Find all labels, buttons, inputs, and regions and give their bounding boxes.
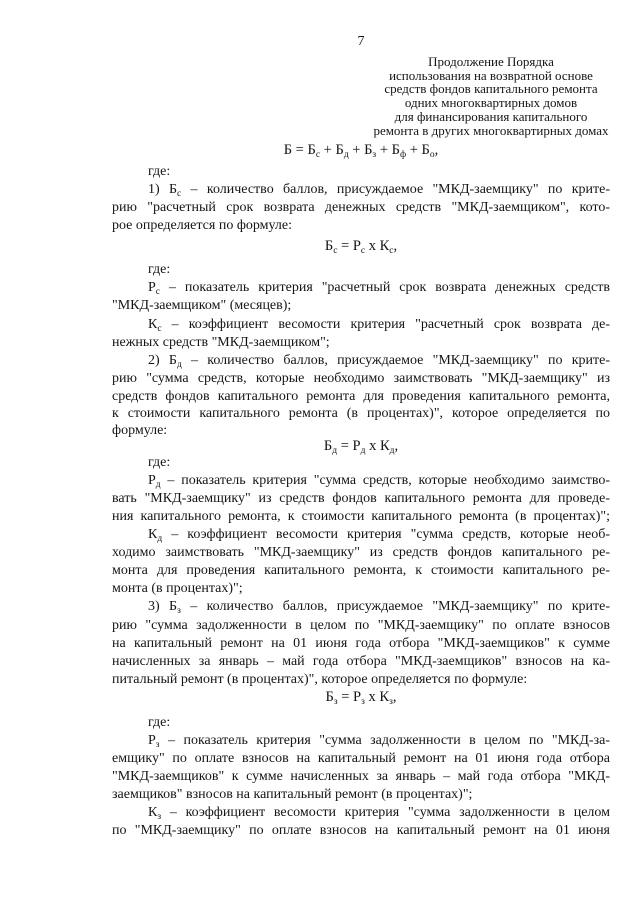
text-run: – показатель критерия "сумма средств, которые необходимо заимство- [160, 473, 610, 488]
text-run: + Б [320, 142, 344, 158]
text-run: Р [148, 280, 156, 295]
text-run: х К [364, 689, 390, 705]
subscript: д [360, 446, 366, 456]
text-run: "МКД-заемщиком" (месяцев); [112, 298, 292, 313]
text-run: монта (в процентах)"; [112, 581, 243, 596]
text-run: , [434, 142, 439, 158]
formula-b-s [112, 237, 610, 255]
text-run: – количество баллов, присуждаемое "МКД-заемщику" по крите- [181, 182, 610, 197]
text-run: Р [148, 473, 156, 488]
text-line [112, 370, 610, 388]
text-line [148, 732, 610, 750]
text-run: где: [148, 262, 171, 277]
header-line: Продолжение Порядка [428, 54, 554, 69]
text-line [148, 454, 610, 472]
text-run: рое определяется по формуле: [112, 218, 293, 233]
text-run: "МКД-заемщиков" к сумме начисленных за январь – май года отбора "МКД- [112, 769, 610, 784]
subscript: с [157, 324, 162, 334]
formula-b-d [112, 437, 610, 455]
text-line [112, 508, 610, 526]
text-run: + Б [376, 142, 400, 158]
subscript: д [343, 150, 349, 160]
text-run: – показатель критерия "сумма задолженности в целом по "МКД-за- [159, 733, 610, 748]
subscript: д [157, 534, 163, 544]
text-run: начисленных за январь – май года отбора "МКД-заемщиков" взносов на ка- [112, 654, 610, 669]
subscript: о [429, 150, 435, 160]
header-line: одних многоквартирных домов [404, 95, 578, 111]
text-line [112, 653, 610, 671]
header-line: использования на возвратной основе [389, 67, 593, 83]
text-line [112, 580, 610, 598]
text-run: – коэффициент весомости критерия "сумма средств, которые необ- [162, 527, 610, 542]
text-line [148, 279, 610, 297]
subscript: з [389, 697, 393, 707]
header-line: ремонта в других многоквартирных домах [373, 122, 609, 138]
text-run: – показатель критерия "расчетный срок возврата денежных средств [160, 280, 610, 295]
text-run: – количество баллов, присуждаемое "МКД-заемщику" по крите- [180, 599, 611, 614]
text-run: , [392, 689, 397, 705]
text-line [148, 804, 610, 822]
subscript: д [389, 446, 395, 456]
text-run: 1) Б [148, 182, 178, 197]
subscript: д [176, 360, 182, 370]
subscript: з [177, 606, 181, 616]
text-run: где: [148, 164, 171, 179]
text-run: К [148, 527, 158, 542]
subscript: с [177, 189, 182, 199]
text-run: емщику" по оплате взносов на капитальный ремонт на 01 июня года отбора [112, 751, 610, 766]
text-line [112, 217, 610, 235]
text-run: х К [365, 238, 390, 254]
text-run: заемщиков" взносов на капитальный ремонт (в процентах)"; [112, 787, 473, 802]
text-run: = Р [337, 238, 361, 254]
text-line [148, 352, 610, 370]
text-run: нежных средств "МКД-заемщиком"; [112, 335, 330, 350]
text-line [112, 334, 610, 352]
subscript: з [361, 697, 365, 707]
subscript: з [372, 150, 377, 160]
text-line [112, 617, 610, 635]
text-line [112, 822, 610, 840]
text-line [148, 714, 610, 732]
text-line [112, 562, 610, 580]
text-run: – коэффициент весомости критерия "сумма задолженности в целом [161, 805, 610, 820]
text-run: Р [148, 733, 156, 748]
text-run: рию "сумма средств, которые необходимо заимствовать "МКД-заемщику" из [112, 371, 610, 386]
text-line [112, 405, 610, 423]
text-line [148, 526, 610, 544]
text-line [112, 671, 610, 689]
text-line [112, 490, 610, 508]
text-run: + Б [348, 142, 373, 158]
text-run: где: [148, 715, 171, 730]
subscript: з [157, 812, 162, 822]
text-run: рию "сумма задолженности в целом по "МКД-заемщику" по оплате взносов [112, 618, 610, 633]
text-run: средств фондов капитального ремонта для проведения капитального ремонта, [112, 389, 610, 404]
text-line [112, 635, 610, 653]
formula-b-z [112, 688, 610, 706]
text-run: – коэффициент весомости критерия "расчетный срок возврата де- [161, 317, 610, 332]
text-line [148, 163, 610, 181]
text-run: Б = Б [283, 142, 316, 158]
text-run: где: [148, 455, 171, 470]
text-line [112, 768, 610, 786]
subscript: с [155, 287, 161, 297]
subscript: с [333, 246, 338, 256]
formula-total [112, 141, 610, 159]
subscript: с [389, 246, 394, 256]
text-line [112, 544, 610, 562]
text-run: = Р [337, 438, 361, 454]
text-run: , [394, 438, 399, 454]
page-number: 7 [357, 34, 365, 49]
text-line [148, 472, 610, 490]
text-run: питальный ремонт (в процентах)", которое определяется по формуле: [112, 672, 528, 687]
header-block [371, 55, 611, 137]
text-run: Б [324, 238, 334, 254]
text-run: формуле: [112, 423, 168, 438]
header-line: средств фондов капитального ремонта [384, 81, 598, 97]
text-run: ния капитального ремонта, к стоимости капитального ремонта (в процентах)"; [112, 509, 610, 524]
text-line [112, 297, 610, 315]
text-run: х К [365, 438, 390, 454]
text-run: ходимо заимствовать "МКД-заемщику" из средств фондов капитального ре- [112, 545, 610, 560]
subscript: с [360, 246, 366, 256]
text-run: К [148, 805, 158, 820]
text-line [148, 316, 610, 334]
subscript: с [315, 150, 321, 160]
text-line [148, 598, 610, 616]
text-run: на капитальный ремонт на 01 июня года отбора "МКД-заемщиков" к сумме [112, 636, 610, 651]
header-line: для финансирования капитального [394, 108, 588, 124]
text-run: вать "МКД-заемщику" из средств фондов капитального ремонта для проведе- [112, 491, 610, 506]
subscript: з [155, 740, 160, 750]
text-run: , [393, 238, 398, 254]
text-run: Б [323, 438, 333, 454]
text-run: монта для проведения капитального ремонта, к стоимости капитального ре- [112, 563, 610, 578]
subscript: ф [399, 150, 407, 160]
text-run: + Б [406, 142, 430, 158]
text-line [112, 786, 610, 804]
subscript: д [332, 446, 338, 456]
text-run: Б [325, 689, 334, 705]
text-line [148, 181, 610, 199]
text-run: 2) Б [148, 353, 177, 368]
text-run: К [148, 317, 158, 332]
text-run: к стоимости капитального ремонта (в процентах)", которое определяется по [112, 406, 610, 421]
text-line [112, 199, 610, 217]
text-line [148, 261, 610, 279]
text-run: по "МКД-заемщику" по оплате взносов на капитальный ремонт на 01 июня [112, 823, 610, 838]
text-run: рию "расчетный срок возврата денежных средств "МКД-заемщиком", кото- [112, 200, 610, 215]
text-run: = Р [337, 689, 362, 705]
text-line [112, 388, 610, 406]
text-run: 3) Б [148, 599, 178, 614]
text-run: – количество баллов, присуждаемое "МКД-заемщику" по крите- [181, 353, 610, 368]
text-line [112, 750, 610, 768]
subscript: з [333, 697, 338, 707]
subscript: д [155, 480, 161, 490]
